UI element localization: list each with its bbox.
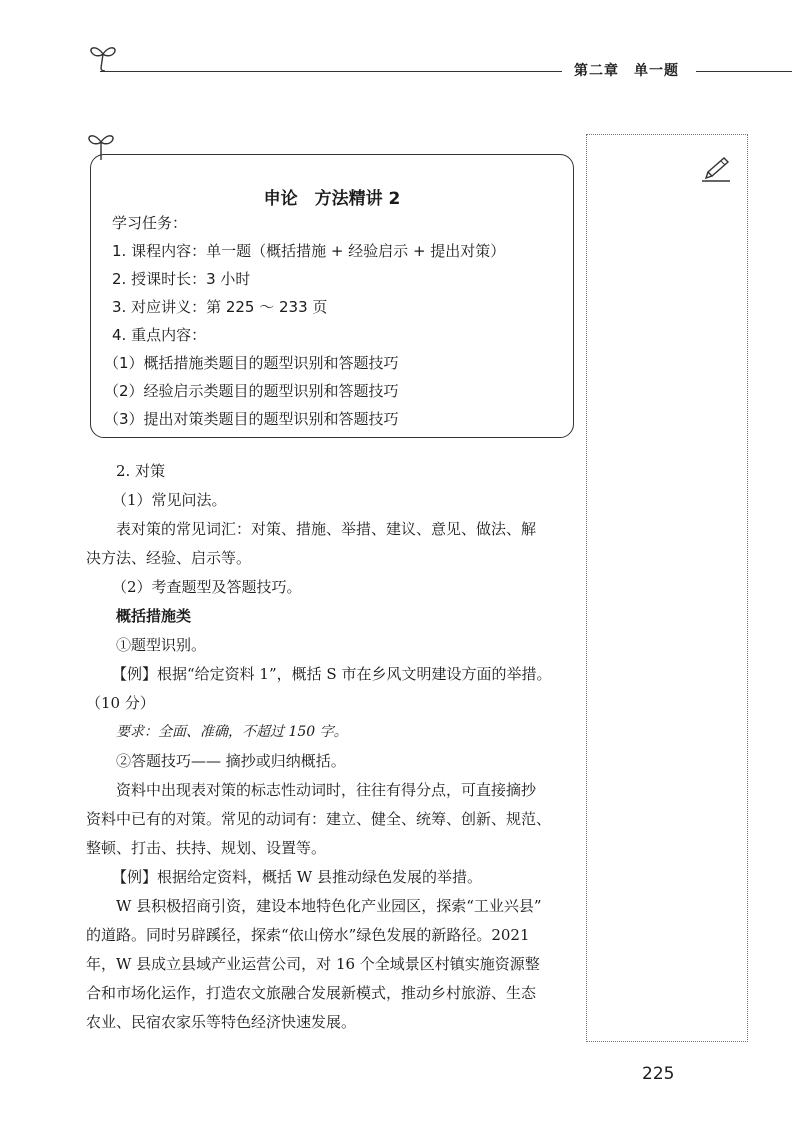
paragraph: 决方法、经验、启示等。: [86, 549, 252, 567]
step-heading: ②答题技巧—— 摘抄或归纳概括。: [116, 752, 346, 770]
example: 【例】根据“给定资料 1”，概括 S 市在乡风文明建设方面的举措。: [112, 665, 552, 683]
step-heading: ①题型识别。: [116, 636, 207, 654]
box-title: 申论 方法精讲 2: [263, 189, 401, 209]
paragraph: 的道路。同时另辟蹊径，探索“依山傍水”绿色发展的新路径。2021: [86, 926, 530, 944]
page-number: 225: [642, 1064, 675, 1084]
paragraph: 资料中已有的对策。常见的动词有：建立、健全、统筹、创新、规范、: [86, 810, 552, 828]
task-sub-item: （1）概括措施类题目的题型识别和答题技巧: [104, 354, 399, 372]
task-sub-item: （2）经验启示类题目的题型识别和答题技巧: [104, 382, 399, 400]
task-item: 4. 重点内容：: [112, 326, 207, 344]
notes-column: [586, 134, 748, 1042]
paragraph: 年，W 县成立县域产业运营公司，对 16 个全域景区村镇实施资源整: [86, 955, 540, 973]
paragraph: W 县积极招商引资，建设本地特色化产业园区，探索“工业兴县”: [116, 897, 542, 915]
example-score: （10 分）: [86, 694, 155, 712]
task-item: 3. 对应讲义：第 225 ～ 233 页: [112, 298, 328, 316]
paragraph: 农业、民宿农家乐等特色经济快速发展。: [86, 1013, 357, 1031]
chapter-title: 第二章 单一题: [574, 63, 679, 79]
pencil-icon: [700, 154, 732, 188]
sprout-icon: [88, 40, 118, 78]
task-item: 1. 课程内容：单一题（概括措施 + 经验启示 + 提出对策）: [112, 242, 506, 260]
paragraph: 整顿、打击、扶持、规划、设置等。: [86, 839, 327, 857]
header-rule-right: [696, 71, 792, 72]
header-rule-left: [100, 71, 562, 72]
paragraph: （2）考查题型及答题技巧。: [112, 578, 302, 596]
paragraph: 合和市场化运作，打造农文旅融合发展新模式，推动乡村旅游、生态: [86, 984, 537, 1002]
category-heading: 概括措施类: [116, 607, 192, 625]
task-sub-item: （3）提出对策类题目的题型识别和答题技巧: [104, 410, 399, 428]
paragraph: 表对策的常见词汇：对策、措施、举措、建议、意见、做法、解: [116, 520, 537, 538]
paragraph: 资料中出现表对策的标志性动词时，往往有得分点，可直接摘抄: [116, 781, 537, 799]
paragraph: （1）常见问法。: [112, 491, 227, 509]
task-item: 2. 授课时长：3 小时: [112, 270, 251, 288]
example: 【例】根据给定资料，概括 W 县推动绿色发展的举措。: [112, 868, 482, 886]
requirement: 要求：全面、准确，不超过 150 字。: [116, 724, 348, 740]
section-title: 2. 对策: [116, 462, 166, 480]
task-heading: 学习任务：: [112, 214, 188, 232]
